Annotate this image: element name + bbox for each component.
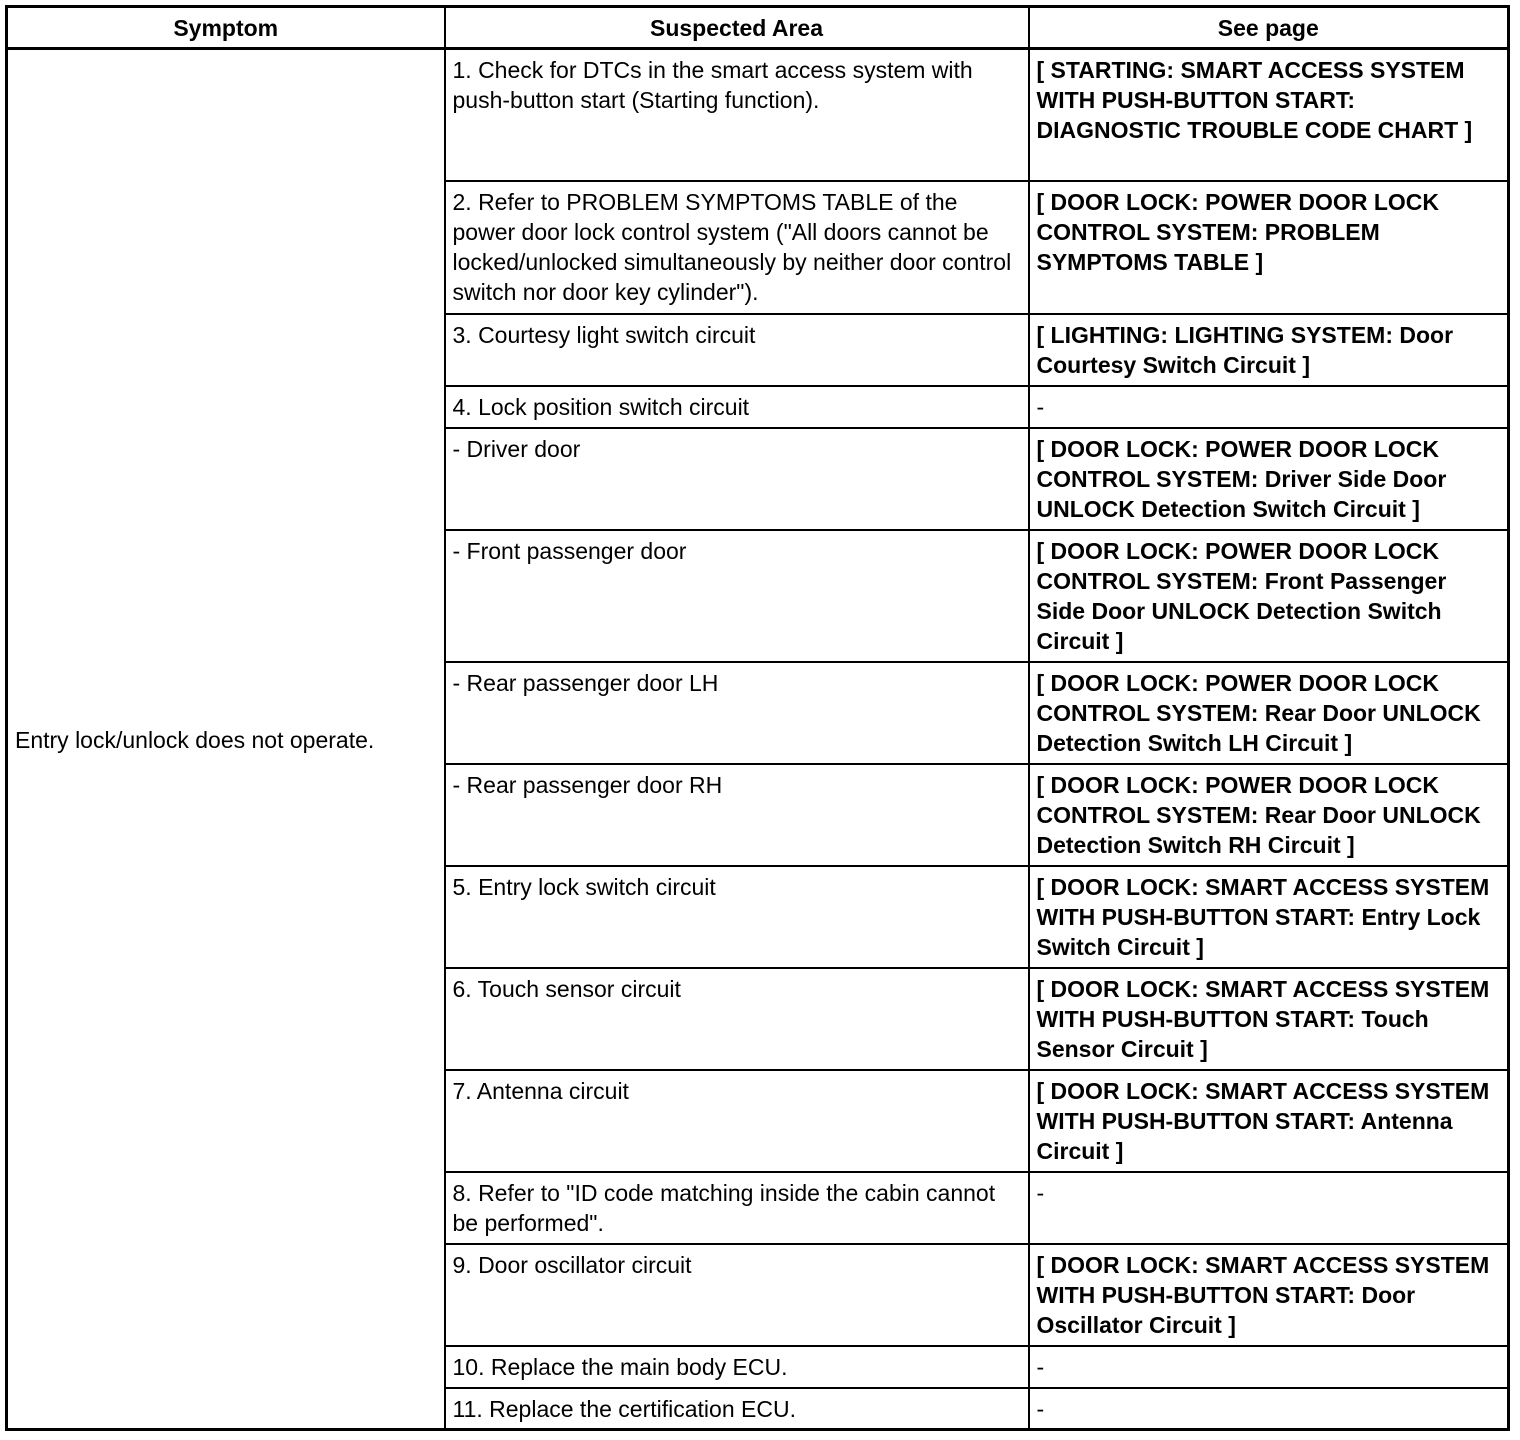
- see-page-value: -: [1029, 1346, 1509, 1388]
- see-page-link[interactable]: [ DOOR LOCK: POWER DOOR LOCK CONTROL SYSTEM: PROBLEM SYMPTOMS TABLE ]: [1029, 181, 1509, 314]
- header-see-page: See page: [1029, 7, 1509, 49]
- suspected-area-cell: - Rear passenger door LH: [445, 662, 1029, 764]
- see-page-link[interactable]: [ DOOR LOCK: POWER DOOR LOCK CONTROL SYSTEM: Front Passenger Side Door UNLOCK Detection Switch Circuit ]: [1029, 530, 1509, 662]
- suspected-area-cell: 9. Door oscillator circuit: [445, 1244, 1029, 1346]
- symptom-cell: Entry lock/unlock does not operate.: [7, 49, 445, 1430]
- see-page-link[interactable]: [ DOOR LOCK: POWER DOOR LOCK CONTROL SYSTEM: Rear Door UNLOCK Detection Switch LH Circuit ]: [1029, 662, 1509, 764]
- see-page-value: -: [1029, 1388, 1509, 1430]
- see-page-value: -: [1029, 1172, 1509, 1244]
- suspected-area-cell: 7. Antenna circuit: [445, 1070, 1029, 1172]
- suspected-area-cell: 5. Entry lock switch circuit: [445, 866, 1029, 968]
- see-page-value: -: [1029, 386, 1509, 428]
- suspected-area-cell: - Driver door: [445, 428, 1029, 530]
- header-row: [7, 7, 1509, 49]
- header-suspected-area: Suspected Area: [445, 7, 1029, 49]
- see-page-link[interactable]: [ DOOR LOCK: SMART ACCESS SYSTEM WITH PUSH-BUTTON START: Touch Sensor Circuit ]: [1029, 968, 1509, 1070]
- see-page-link[interactable]: [ DOOR LOCK: SMART ACCESS SYSTEM WITH PUSH-BUTTON START: Antenna Circuit ]: [1029, 1070, 1509, 1172]
- see-page-link[interactable]: [ DOOR LOCK: POWER DOOR LOCK CONTROL SYSTEM: Rear Door UNLOCK Detection Switch RH Circuit ]: [1029, 764, 1509, 866]
- see-page-link[interactable]: [ DOOR LOCK: SMART ACCESS SYSTEM WITH PUSH-BUTTON START: Entry Lock Switch Circuit ]: [1029, 866, 1509, 968]
- suspected-area-cell: 2. Refer to PROBLEM SYMPTOMS TABLE of the power door lock control system ("All doors cannot be locked/unlocked simultaneously by neither door control switch nor door key cylinder").: [445, 181, 1029, 314]
- see-page-link[interactable]: [ STARTING: SMART ACCESS SYSTEM WITH PUSH-BUTTON START: DIAGNOSTIC TROUBLE CODE CHART ]: [1029, 49, 1509, 181]
- suspected-area-cell: 1. Check for DTCs in the smart access system with push-button start (Starting function).: [445, 49, 1029, 181]
- see-page-link[interactable]: [ LIGHTING: LIGHTING SYSTEM: Door Courtesy Switch Circuit ]: [1029, 314, 1509, 386]
- see-page-link[interactable]: [ DOOR LOCK: POWER DOOR LOCK CONTROL SYSTEM: Driver Side Door UNLOCK Detection Switch Circuit ]: [1029, 428, 1509, 530]
- suspected-area-cell: 4. Lock position switch circuit: [445, 386, 1029, 428]
- suspected-area-cell: 8. Refer to "ID code matching inside the cabin cannot be performed".: [445, 1172, 1029, 1244]
- problem-symptoms-table: [5, 5, 1510, 1431]
- suspected-area-cell: 10. Replace the main body ECU.: [445, 1346, 1029, 1388]
- table-row: [7, 49, 1509, 181]
- header-symptom: Symptom: [7, 7, 445, 49]
- suspected-area-cell: - Front passenger door: [445, 530, 1029, 662]
- suspected-area-cell: 6. Touch sensor circuit: [445, 968, 1029, 1070]
- suspected-area-cell: - Rear passenger door RH: [445, 764, 1029, 866]
- see-page-link[interactable]: [ DOOR LOCK: SMART ACCESS SYSTEM WITH PUSH-BUTTON START: Door Oscillator Circuit ]: [1029, 1244, 1509, 1346]
- suspected-area-cell: 11. Replace the certification ECU.: [445, 1388, 1029, 1430]
- suspected-area-cell: 3. Courtesy light switch circuit: [445, 314, 1029, 386]
